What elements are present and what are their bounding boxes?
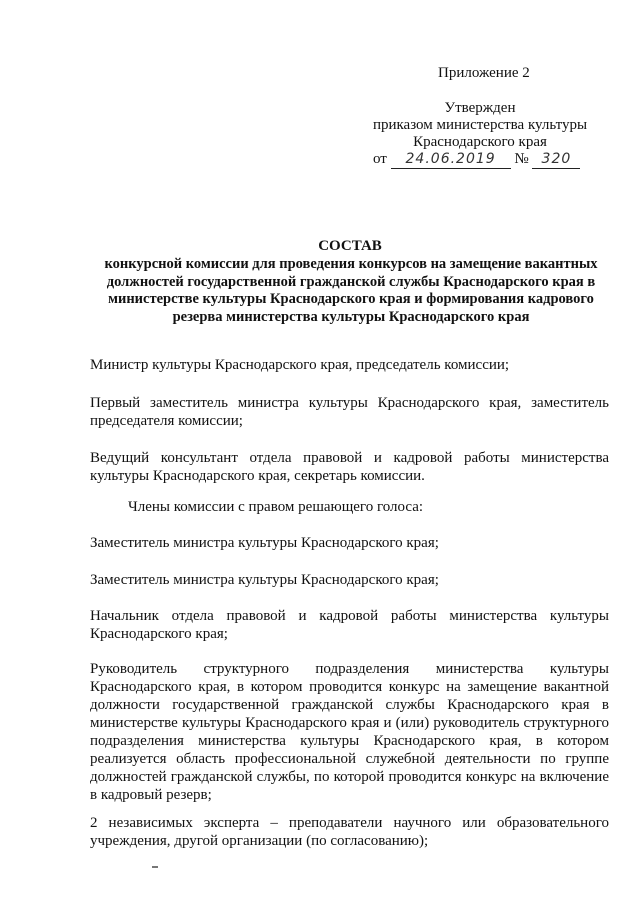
member-secretary: Ведущий консультант отдела правовой и кадровой работы министерства культуры Краснодарского края, секретарь комиссии. [90, 450, 609, 484]
approved-line: Краснодарского края [413, 134, 547, 150]
document-subtitle: конкурсной комиссии для проведения конкурсов на замещение вакантных должностей государственной гражданской службы Краснодарского края в министерстве культуры Краснодарского края и формирования кадрового резерва министерства культуры Краснодарского края [104, 256, 598, 325]
approved-line: приказом министерства культуры [372, 117, 588, 133]
voting-members-heading: Члены комиссии с правом решающего голоса: [128, 499, 424, 515]
member-deputy-chairman: Первый заместитель министра культуры Краснодарского края, заместитель председателя комиссии; [90, 395, 609, 429]
order-number-label: № [514, 151, 529, 167]
document-title: СОСТАВ [318, 238, 382, 254]
order-reference [373, 151, 580, 169]
member-legal-department-head: Начальник отдела правовой и кадровой работы министерства культуры Краснодарского края; [90, 608, 609, 642]
member-chairman: Министр культуры Краснодарского края, председатель комиссии; [90, 357, 510, 373]
appendix-label: Приложение 2 [438, 65, 530, 81]
approved-line: Утвержден [444, 100, 516, 116]
member-structural-unit-head: Руководитель структурного подразделения министерства культуры Краснодарского края, в котором проводится конкурс на замещение вакантной должности государственной гражданской службы Краснодарского края в министерстве культуры Краснодарского края и (или) руководитель структурного подразделения министерства культуры Краснодарского края, в котором реализуется область профессиональной служебной деятельности по группе должностей гражданской службы, по которой проводится конкурс на включение в кадровый резерв; [90, 661, 609, 803]
scan-mark [152, 866, 158, 868]
order-from-label: от [373, 151, 387, 167]
order-date-handwritten: 24.06.2019 [391, 151, 511, 169]
member-deputy-minister-2: Заместитель министра культуры Краснодарского края; [90, 572, 439, 588]
order-number-handwritten: 320 [532, 151, 580, 169]
member-deputy-minister-1: Заместитель министра культуры Краснодарского края; [90, 535, 439, 551]
member-independent-experts: 2 независимых эксперта – преподаватели научного или образовательного учреждения, другой организации (по согласованию); [90, 815, 609, 849]
approval-block [355, 100, 605, 151]
